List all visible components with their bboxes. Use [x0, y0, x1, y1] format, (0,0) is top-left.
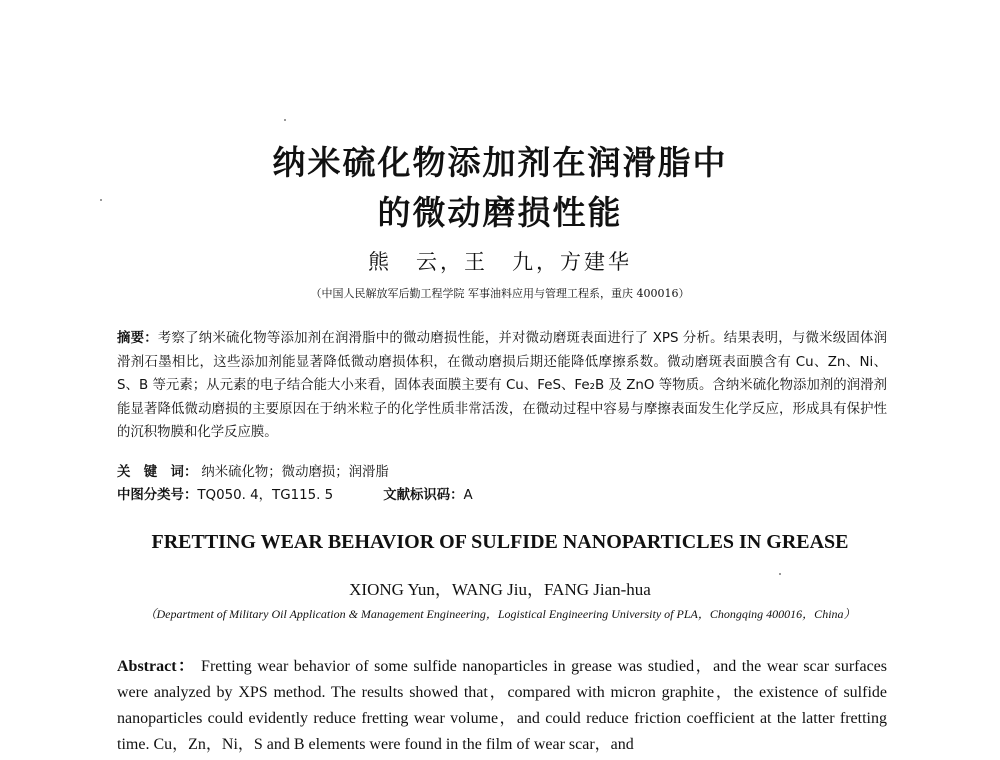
en-title: FRETTING WEAR BEHAVIOR OF SULFIDE NANOPARTICLES IN GREASE	[151, 531, 849, 553]
en-authors: XIONG Yun，WANG Jiu，FANG Jian-hua	[349, 580, 651, 599]
cn-keywords-value: 纳米硫化物；微动磨损；润滑脂	[201, 465, 389, 480]
scan-speck	[100, 199, 102, 201]
cn-doc-label: 文献标识码：	[383, 488, 464, 503]
cn-class-label: 中图分类号：	[117, 488, 198, 503]
cn-title-line-2: 的微动磨损性能	[377, 193, 623, 232]
en-abstract-label: Abstract：	[117, 658, 196, 675]
cn-keywords-label: 关 键 词：	[117, 465, 198, 480]
en-abstract-text: Fretting wear behavior of some sulfide nanoparticles in grease was studied，and the wear scar surfaces were analyzed by XPS method. The results showed that，compared with micron graphite，the existence of sulfide nanoparticles could evidently reduce fretting wear volume，and could reduce friction coefficient at the latter fretting time. Cu，Zn，Ni，S and B elements were found in the film of wear scar，and	[117, 658, 888, 753]
cn-keywords	[117, 466, 887, 479]
en-abstract	[117, 654, 887, 758]
cn-class-value: TQ050. 4，TG115. 5	[197, 488, 334, 503]
en-affiliation: （Department of Military Oil Application & Management Engineering，Logistical Engineering University of PLA，Chongqing 400016，China）	[144, 607, 856, 621]
scan-speck	[779, 573, 781, 575]
cn-classification	[117, 489, 887, 502]
cn-title-line-1: 纳米硫化物添加剂在润滑脂中	[272, 143, 728, 182]
cn-abstract-text: 考察了纳米硫化物等添加剂在润滑脂中的微动磨损性能，并对微动磨斑表面进行了 XPS 分析。结果表明，与微米级固体润滑剂石墨相比，这些添加剂能显著降低微动磨损体积，在微动磨损后期还能降低摩擦系数。微动磨斑表面膜含有 Cu、Zn、Ni、S、B 等元素；从元素的电子结合能大小来看，固体表面膜主要有 Cu、FeS、Fe₂B 及 ZnO 等物质。含纳米硫化物添加剂的润滑剂能显著降低微动磨损的主要原因在于纳米粒子的化学性质非常活泼，在微动过程中容易与摩擦表面发生化学反应，形成具有保护性的沉积物膜和化学反应膜。	[117, 331, 888, 440]
cn-abstract	[117, 327, 887, 445]
cn-authors: 熊 云，王 九，方建华	[368, 250, 632, 274]
cn-affiliation: （中国人民解放军后勤工程学院 军事油料应用与管理工程系，重庆 400016）	[310, 287, 690, 300]
cn-doc-value: A	[463, 488, 473, 503]
cn-abstract-label: 摘要：	[117, 331, 158, 346]
scan-speck	[284, 119, 286, 121]
